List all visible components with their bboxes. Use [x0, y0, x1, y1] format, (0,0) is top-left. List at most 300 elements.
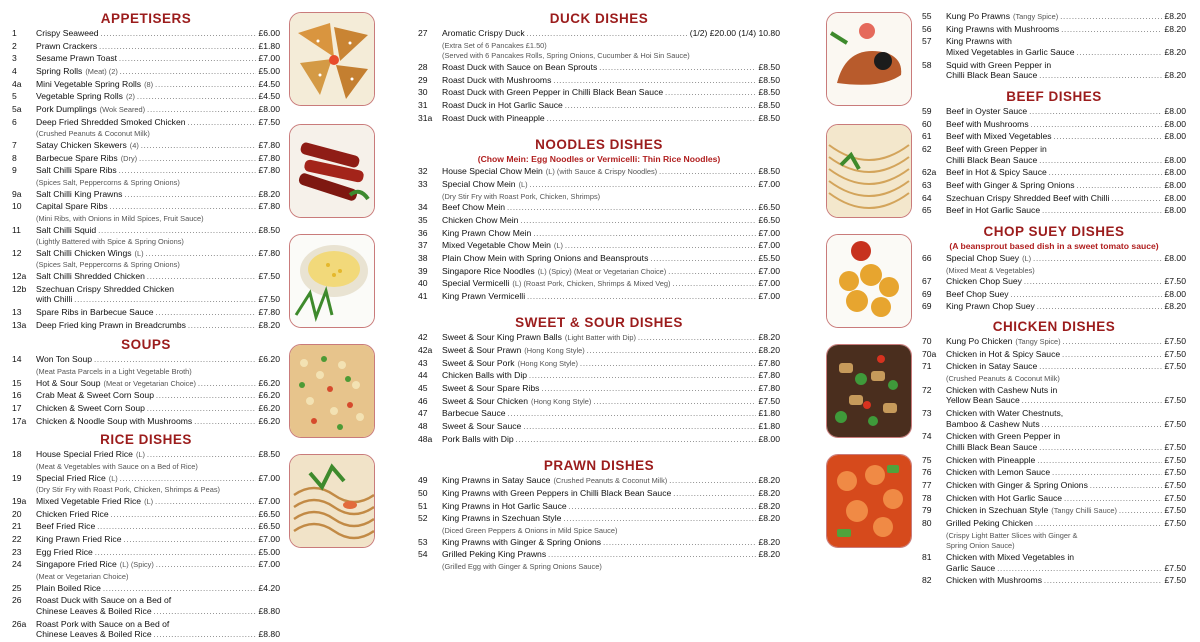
menu-item — [418, 202, 780, 215]
menu-item — [12, 91, 280, 104]
dot-leader — [120, 473, 257, 486]
menu-item-number: 61 — [922, 131, 932, 142]
menu-item-name: Chilli Black Bean Sauce — [946, 154, 1038, 165]
menu-item-number: 35 — [418, 214, 428, 225]
dish-description: (Lightly Battered with Spice & Spring Onions) — [36, 237, 184, 247]
dot-leader — [673, 488, 756, 501]
menu-item — [418, 87, 780, 100]
menu-item-number: 10 — [12, 201, 22, 212]
menu-item-number: 26 — [12, 595, 22, 606]
menu-item-number: 43 — [418, 357, 428, 368]
dot-leader — [97, 521, 256, 534]
dot-leader — [156, 390, 257, 403]
menu-item — [418, 228, 780, 241]
menu-item — [922, 301, 1186, 314]
menu-item-number: 76 — [922, 467, 932, 478]
menu-item-name: with Chilli — [36, 294, 73, 305]
menu-item-price: (1/2) £20.00 (1/4) 10.80 — [689, 28, 780, 38]
menu-item-price: £8.20 — [758, 513, 780, 524]
menu-item-price: £7.80 — [758, 357, 780, 368]
dot-leader — [1064, 493, 1162, 506]
menu-item-name: Sweet & Sour Prawn — [442, 345, 522, 356]
menu-item — [12, 416, 280, 429]
menu-item-note: (Hong Kong Style) — [517, 358, 578, 368]
menu-item-price: £7.50 — [1164, 395, 1186, 406]
menu-item-number: 9 — [12, 165, 17, 176]
sweetcorn-soup-photo — [289, 234, 375, 328]
menu-item-number: 42 — [418, 332, 428, 343]
dot-leader — [147, 403, 257, 416]
menu-item-note: (L) (Spicy) — [119, 560, 154, 570]
menu-item-number: 32 — [418, 166, 428, 177]
menu-item-name: Yellow Bean Sauce — [946, 395, 1020, 406]
menu-item-name: Crispy Seaweed — [36, 28, 99, 38]
menu-item — [922, 467, 1186, 480]
menu-item — [418, 166, 780, 179]
menu-item — [418, 291, 780, 304]
menu-item-number: 13a — [12, 319, 27, 330]
menu-item-name: Grilled Peking King Prawns — [442, 549, 547, 560]
dot-leader — [1033, 253, 1162, 266]
menu-item-price: £7.80 — [258, 139, 280, 150]
dot-leader — [154, 629, 257, 642]
menu-item-price: £7.00 — [758, 240, 780, 251]
menu-item-number: 40 — [418, 278, 428, 289]
menu-item-name: Beef Chow Mein — [442, 202, 506, 213]
menu-item-number: 81 — [922, 551, 932, 562]
menu-item-price: £7.50 — [1164, 336, 1186, 347]
soups-section — [12, 336, 280, 428]
menu-item — [12, 619, 280, 630]
menu-item-price: £8.50 — [758, 112, 780, 123]
menu-item-number: 62 — [922, 143, 932, 154]
sweetsour-heading: SWEET & SOUR DISHES — [515, 315, 683, 331]
menu-item-number: 48a — [418, 433, 433, 444]
menu-item-price: £8.20 — [758, 549, 780, 560]
chopsuey-subtitle: (A beansprout based dish in a sweet tomato sauce) — [949, 240, 1159, 251]
menu-item-number: 46 — [418, 395, 428, 406]
menu-item-number: 53 — [418, 536, 428, 547]
menu-item-name: Beef with Ginger & Spring Onions — [946, 179, 1075, 190]
menu-item-number: 31a — [418, 112, 433, 123]
menu-item-price: £7.00 — [258, 495, 280, 506]
menu-item — [922, 442, 1186, 455]
menu-item — [922, 24, 1186, 37]
menu-item — [418, 408, 780, 421]
dot-leader — [1063, 336, 1163, 349]
menu-item-price: £8.50 — [758, 99, 780, 110]
menu-item — [922, 47, 1186, 60]
menu-item — [418, 332, 780, 345]
menu-item — [418, 28, 780, 41]
menu-item — [922, 193, 1186, 206]
menu-item — [12, 294, 280, 307]
dot-leader — [516, 434, 757, 447]
menu-item-name: Szechuan Crispy Shredded Beef with Chilli — [946, 192, 1110, 203]
menu-item-price: £1.80 — [758, 421, 780, 432]
menu-item-number: 19 — [12, 472, 22, 483]
menu-item-price: £7.80 — [758, 370, 780, 381]
dot-leader — [650, 253, 756, 266]
dot-leader — [1035, 518, 1163, 531]
menu-item — [418, 215, 780, 228]
dish-description: (Mixed Meat & Vegetables) — [946, 265, 1035, 275]
dot-leader — [580, 358, 756, 371]
menu-item-note: (4) — [129, 140, 139, 150]
menu-item-number: 37 — [418, 240, 428, 251]
menu-item-price: £8.50 — [258, 449, 280, 460]
appetisers-heading: APPETISERS — [100, 11, 192, 26]
menu-item-name: Szechuan Crispy Shredded Chicken — [36, 283, 175, 294]
dot-leader — [673, 278, 757, 291]
menu-item-price: £7.00 — [758, 227, 780, 238]
menu-item-number: 19a — [12, 495, 27, 506]
menu-item — [12, 53, 280, 66]
dot-leader — [659, 166, 756, 179]
menu-item-price: £8.00 — [1164, 288, 1186, 299]
menu-item-price: £7.50 — [258, 294, 280, 305]
dot-leader — [1054, 131, 1163, 144]
menu-item — [418, 475, 780, 488]
duck-section — [418, 10, 780, 125]
menu-item-number: 42a — [418, 345, 433, 356]
menu-item — [922, 518, 1186, 531]
menu-item — [12, 378, 280, 391]
dot-leader — [507, 202, 756, 215]
menu-item-name: Chicken Chow Mein — [442, 214, 519, 225]
menu-item-price: £7.50 — [1164, 418, 1186, 429]
menu-item-name: Chicken Balls with Dip — [442, 370, 528, 381]
menu-item-price: £8.20 — [1164, 23, 1186, 34]
dot-leader — [541, 383, 756, 396]
menu-item-number: 67 — [922, 276, 932, 287]
menu-item-number: 11 — [12, 224, 21, 235]
dot-leader — [1011, 289, 1163, 302]
prawn-section — [418, 457, 780, 572]
dot-leader — [569, 501, 757, 514]
menu-item-price: £7.50 — [1164, 480, 1186, 490]
dish-description: (Crispy Light Batter Slices with Ginger & — [946, 530, 1078, 540]
menu-item — [418, 179, 780, 192]
dot-leader — [119, 165, 257, 178]
menu-item-price: £8.00 — [1164, 205, 1186, 216]
menu-item-name: Barbecue Spare Ribs — [36, 152, 118, 163]
menu-item-note: (Meat) (2) — [85, 66, 118, 76]
menu-item-price: £8.20 — [258, 188, 280, 199]
menu-item-name: House Special Fried Rice — [36, 449, 133, 460]
menu-item — [12, 225, 280, 238]
menu-item-number: 18 — [12, 449, 22, 460]
menu-item-number: 48 — [418, 421, 428, 432]
menu-item — [418, 513, 780, 526]
menu-item-note: (Dry) — [120, 153, 138, 163]
dot-leader — [1111, 193, 1162, 206]
dish-description: (Dry Stir Fry with Roast Pork, Chicken, Shrimps) — [442, 191, 601, 201]
dot-leader — [529, 370, 756, 383]
menu-item-number: 72 — [922, 384, 932, 395]
menu-item-name: Grilled Peking Chicken — [946, 517, 1033, 528]
menu-item-name: Spare Ribs in Barbecue Sauce — [36, 307, 154, 318]
menu-item-name: Chicken Fried Rice — [36, 508, 109, 519]
dot-leader — [110, 201, 257, 214]
dot-leader — [1039, 361, 1162, 374]
menu-item-number: 20 — [12, 508, 22, 519]
menu-item-number: 26a — [12, 618, 27, 629]
dot-leader — [156, 559, 257, 572]
menu-item-number: 14 — [12, 354, 22, 365]
fried-rice-photo — [289, 344, 375, 438]
menu-item — [418, 549, 780, 562]
menu-item-price: £6.20 — [258, 403, 280, 414]
dot-leader — [155, 79, 256, 92]
dot-leader — [198, 378, 257, 391]
menu-item-price: £7.50 — [258, 271, 280, 282]
menu-item-price: £8.00 — [1164, 252, 1186, 263]
menu-item — [12, 66, 280, 79]
dot-leader — [1039, 442, 1162, 455]
menu-item-number: 78 — [922, 492, 932, 503]
menu-item-price: £5.50 — [758, 252, 780, 263]
menu-item-price: £4.50 — [258, 91, 280, 102]
menu-item-number: 66 — [922, 252, 932, 263]
menu-item-number: 82 — [922, 575, 932, 586]
spare-ribs-photo — [289, 124, 375, 218]
menu-item-price: £7.50 — [258, 116, 280, 127]
menu-item — [922, 361, 1186, 374]
menu-item-price: £6.20 — [258, 390, 280, 401]
dot-leader — [1119, 505, 1163, 518]
menu-item-price: £8.00 — [758, 433, 780, 444]
menu-item-note: (Hong Kong Style) — [530, 396, 592, 406]
menu-item-number: 77 — [922, 480, 932, 490]
menu-item-price: £7.50 — [1164, 562, 1186, 573]
menu-item-price: £6.50 — [258, 508, 280, 519]
dot-leader — [523, 421, 756, 434]
menu-item-note: (Meat or Vegetarian Choice) — [103, 378, 196, 388]
menu-item-name: Salt Chilli Shredded Chicken — [36, 271, 145, 282]
menu-item — [922, 106, 1186, 119]
menu-item-number: 64 — [922, 192, 932, 203]
menu-item-name: Chicken with Pineapple — [946, 454, 1036, 465]
menu-item-number: 34 — [418, 202, 428, 213]
menu-item-price: £7.00 — [258, 53, 280, 64]
dot-leader — [120, 66, 257, 79]
menu-item-number: 12a — [12, 271, 27, 282]
menu-item — [418, 278, 780, 291]
menu-item-price: £8.20 — [1164, 11, 1186, 21]
menu-item-name: Singapore Fried Rice — [36, 559, 117, 570]
menu-item-price: £7.50 — [1164, 517, 1186, 528]
dot-leader — [95, 547, 257, 560]
menu-item-name: Sweet & Sour Pork — [442, 357, 515, 368]
menu-item-name: King Prawns in Hot Garlic Sauce — [442, 500, 567, 511]
menu-item-price: £7.50 — [1164, 348, 1186, 359]
menu-item — [12, 320, 280, 333]
menu-item-number: 71 — [922, 361, 932, 372]
menu-item-price: £7.00 — [258, 533, 280, 544]
menu-item-name: Chicken with Lemon Sauce — [946, 467, 1051, 478]
menu-item-name: Chilli Black Bean Sauce — [946, 70, 1038, 81]
menu-item-name: Squid with Green Pepper in — [946, 59, 1052, 70]
menu-item-name: Satay Chicken Skewers — [36, 139, 127, 150]
menu-item — [418, 75, 780, 88]
dot-leader — [74, 294, 256, 307]
menu-item — [12, 595, 280, 606]
menu-item-number: 16 — [12, 390, 22, 401]
menu-item — [418, 383, 780, 396]
dot-leader — [669, 475, 756, 488]
menu-item — [922, 552, 1186, 563]
menu-item-number: 47 — [418, 408, 428, 419]
dot-leader — [1029, 106, 1162, 119]
dot-leader — [599, 62, 756, 75]
menu-item-name: Sweet & Sour King Prawn Balls — [442, 332, 562, 343]
dot-leader — [99, 41, 256, 54]
menu-item — [922, 155, 1186, 168]
dot-leader — [1077, 47, 1163, 60]
menu-item-price: £8.20 — [1164, 70, 1186, 81]
menu-item — [12, 496, 280, 509]
menu-item — [418, 396, 780, 409]
menu-item-number: 12b — [12, 283, 27, 294]
dot-leader — [101, 28, 257, 41]
menu-item-name: Mixed Vegetables in Garlic Sauce — [946, 46, 1075, 57]
menu-item-note: (8) — [144, 79, 154, 89]
menu-item-name: Deep Fried king Prawn in Breadcrumbs — [36, 319, 186, 330]
dot-leader — [547, 113, 757, 126]
dot-leader — [147, 271, 257, 284]
menu-item-price: £7.80 — [758, 383, 780, 394]
menu-item-name: Chinese Leaves & Boiled Rice — [36, 629, 152, 640]
menu-item-price: £6.50 — [758, 214, 780, 225]
menu-item-name: Chicken with Cashew Nuts in — [946, 384, 1058, 395]
dot-leader — [587, 345, 757, 358]
dish-description: (Dry Stir Fry with Roast Pork, Chicken, Shrimps & Peas) — [36, 485, 220, 495]
beef-heading: BEEF DISHES — [1006, 88, 1102, 104]
menu-item-name: Deep Fried Shredded Smoked Chicken — [36, 116, 186, 127]
dot-leader — [137, 91, 256, 104]
dot-leader — [1037, 455, 1162, 468]
menu-item-price: £6.20 — [258, 354, 280, 365]
menu-item-name: Salt Chilli Chicken Wings — [36, 247, 132, 258]
menu-item-number: 69 — [922, 301, 932, 312]
menu-item-number: 5 — [12, 91, 17, 102]
menu-item-name: Prawn Crackers — [36, 40, 98, 51]
menu-item — [922, 385, 1186, 396]
dot-leader — [533, 228, 756, 241]
menu-item-price: £7.00 — [758, 178, 780, 189]
menu-item — [12, 403, 280, 416]
menu-item — [12, 449, 280, 462]
menu-item-name: Chinese Leaves & Boiled Rice — [36, 605, 152, 616]
menu-item — [922, 253, 1186, 266]
menu-item-name: King Prawns with Green Peppers in Chilli Black Bean Sauce — [442, 488, 672, 499]
menu-item-name: Chicken with Hot Garlic Sauce — [946, 492, 1063, 503]
menu-item-name: Beef with Green Pepper in — [946, 143, 1047, 154]
menu-item-name: Pork Balls with Dip — [442, 433, 514, 444]
menu-item-price: £5.00 — [258, 65, 280, 76]
menu-item-price: £7.00 — [258, 559, 280, 570]
dot-leader — [1022, 395, 1163, 408]
menu-item-price: £7.50 — [1164, 276, 1186, 287]
menu-item — [418, 253, 780, 266]
menu-item-number: 51 — [418, 500, 428, 511]
sweet-sour-balls-photo — [826, 234, 912, 328]
dish-description: (Spices Salt, Peppercorns & Spring Onions) — [36, 177, 180, 187]
menu-item — [12, 547, 280, 560]
menu-item — [12, 140, 280, 153]
menu-item-price: £4.20 — [258, 582, 280, 593]
dot-leader — [111, 509, 257, 522]
menu-item-name: King Prawns with — [946, 36, 1012, 47]
menu-item-price: £8.20 — [758, 500, 780, 511]
menu-item-name: Beef Chop Suey — [946, 288, 1009, 299]
menu-item-name: Singapore Rice Noodles — [442, 265, 535, 276]
menu-item — [922, 419, 1186, 432]
dot-leader — [1037, 301, 1163, 314]
menu-item-number: 79 — [922, 505, 932, 516]
menu-item-number: 59 — [922, 105, 932, 116]
menu-item-name: Beef with Mushrooms — [946, 118, 1029, 129]
menu-item — [12, 284, 280, 295]
menu-item-name: Chicken in Satay Sauce — [946, 361, 1038, 372]
menu-item-number: 22 — [12, 533, 22, 544]
menu-item-number: 54 — [418, 549, 428, 560]
menu-item-note: (L) (Spicy) (Meat or Vegetarian Choice) — [537, 266, 667, 276]
menu-item-price: £8.50 — [758, 166, 780, 177]
menu-item-name: King Prawn Chop Suey — [946, 301, 1035, 312]
menu-item-name: King Prawn Fried Rice — [36, 533, 122, 544]
menu-item-price: £8.00 — [1164, 167, 1186, 178]
menu-item-price: £8.50 — [758, 74, 780, 85]
menu-item-name: Roast Duck in Hot Garlic Sauce — [442, 99, 563, 110]
menu-item-note: (L) — [135, 450, 146, 460]
menu-item-note: (Tangy Spice) — [1015, 337, 1061, 347]
menu-item-price: £6.50 — [758, 202, 780, 213]
menu-item-note: (Tangy Chilli Sauce) — [1051, 506, 1117, 516]
dot-leader — [1039, 155, 1162, 168]
dot-leader — [603, 537, 756, 550]
menu-item-price: £7.80 — [258, 307, 280, 318]
menu-item-name: Chicken with Ginger & Spring Onions — [946, 480, 1088, 490]
dot-leader — [1061, 24, 1162, 37]
dish-description: (Meat Pasta Parcels in a Light Vegetable Broth) — [36, 367, 192, 377]
menu-item-number: 3 — [12, 53, 17, 64]
dot-leader — [146, 248, 257, 261]
menu-item-name: Mixed Vegetable Chow Mein — [442, 240, 551, 251]
dot-leader — [139, 153, 256, 166]
menu-item-name: Salt Chilli Squid — [36, 224, 97, 235]
dot-leader — [565, 100, 757, 113]
dot-leader — [103, 583, 257, 596]
menu-item — [418, 501, 780, 514]
menu-item-price: £8.00 — [1164, 118, 1186, 129]
menu-item-note: (L) — [518, 179, 528, 189]
menu-item-name: Aromatic Crispy Duck — [442, 28, 525, 38]
menu-item-note: (Crushed Peanuts & Coconut Milk) — [553, 476, 668, 486]
dot-leader — [997, 563, 1162, 576]
menu-item-number: 75 — [922, 454, 932, 465]
kung-po-chicken-photo — [826, 344, 912, 438]
menu-item-price: £1.80 — [258, 40, 280, 51]
menu-item-note: (Wok Seared) — [99, 104, 146, 114]
menu-item-name: Beef Fried Rice — [36, 521, 96, 532]
menu-item-number: 41 — [418, 290, 428, 301]
rice-section — [12, 431, 280, 642]
menu-item — [12, 201, 280, 214]
menu-item-number: 45 — [418, 383, 428, 394]
menu-item-name: Chilli Black Bean Sauce — [946, 442, 1038, 453]
